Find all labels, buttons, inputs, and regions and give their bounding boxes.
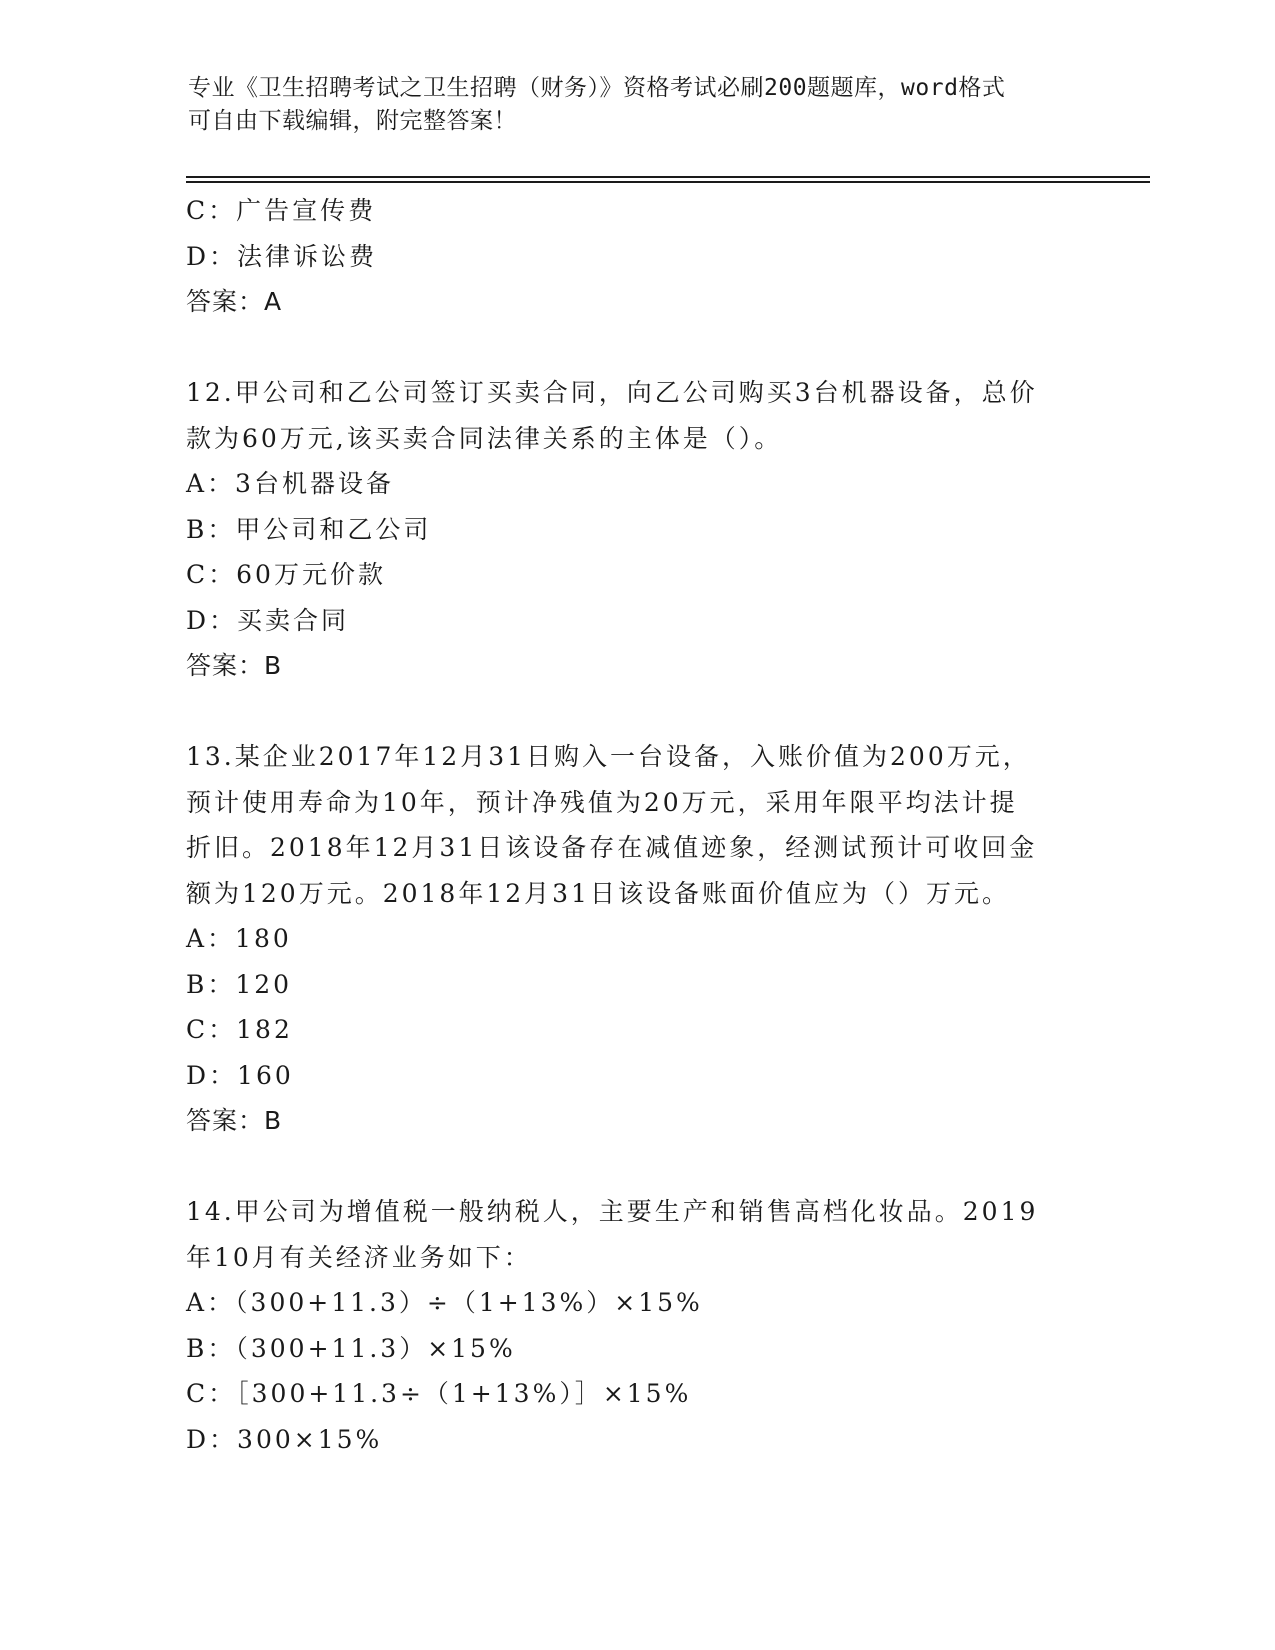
option-a: A：180 [186,924,292,953]
spacer [186,1144,1086,1190]
option-c: C：182 [186,1015,293,1044]
question-stem-line: 年10月有关经济业务如下： [186,1242,532,1272]
option-b: B：甲公司和乙公司 [186,514,432,544]
question-14 [186,1189,1086,1462]
header-line-2: 可自由下载编辑，附完整答案！ [188,108,517,134]
question-stem-line: 预计使用寿命为10年，预计净残值为20万元，采用年限平均法计提 [186,787,1018,817]
question-stem-line: 额为120万元。2018年12月31日该设备账面价值应为（）万元。 [186,878,1010,908]
option-d: D：300×15% [186,1424,383,1454]
option-b: B：（300+11.3）×15% [186,1333,516,1363]
answer: 答案：B [186,1106,283,1135]
option-c: C：广告宣传费 [186,196,377,225]
question-stem-line: 14.甲公司为增值税一般纳税人，主要生产和销售高档化妆品。2019 [186,1197,1039,1226]
spacer [186,689,1086,735]
spacer [186,325,1086,371]
header-rule-top [186,176,1150,178]
option-c: C：［300+11.3÷（1+13%）］×15% [186,1379,692,1408]
document-header [188,72,1088,138]
question-stem-line: 折旧。2018年12月31日该设备存在减值迹象，经测试预计可收回金 [186,833,1038,862]
prev-question-tail [186,188,1086,325]
question-13 [186,734,1086,1144]
question-stem-line: 13.某企业2017年12月31日购入一台设备，入账价值为200万元， [186,742,1031,771]
option-d: D：买卖合同 [186,605,350,635]
question-12 [186,370,1086,689]
question-stem-line: 款为60万元,该买卖合同法律关系的主体是（）。 [186,423,783,453]
option-d: D：160 [186,1060,294,1090]
question-content [186,188,1086,1462]
header-line-1: 专业《卫生招聘考试之卫生招聘（财务）》资格考试必刷200题题库，word格式 [188,75,1006,101]
option-a: A：3台机器设备 [186,469,394,498]
answer: 答案：B [186,651,283,680]
option-c: C：60万元价款 [186,560,386,589]
header-rule-bottom [186,181,1150,183]
option-a: A：（300+11.3）÷（1+13%）×15% [186,1288,703,1317]
option-d: D：法律诉讼费 [186,241,378,271]
question-stem-line: 12.甲公司和乙公司签订买卖合同，向乙公司购买3台机器设备，总价 [186,378,1038,407]
option-b: B：120 [186,969,293,999]
answer: 答案：A [186,287,283,316]
